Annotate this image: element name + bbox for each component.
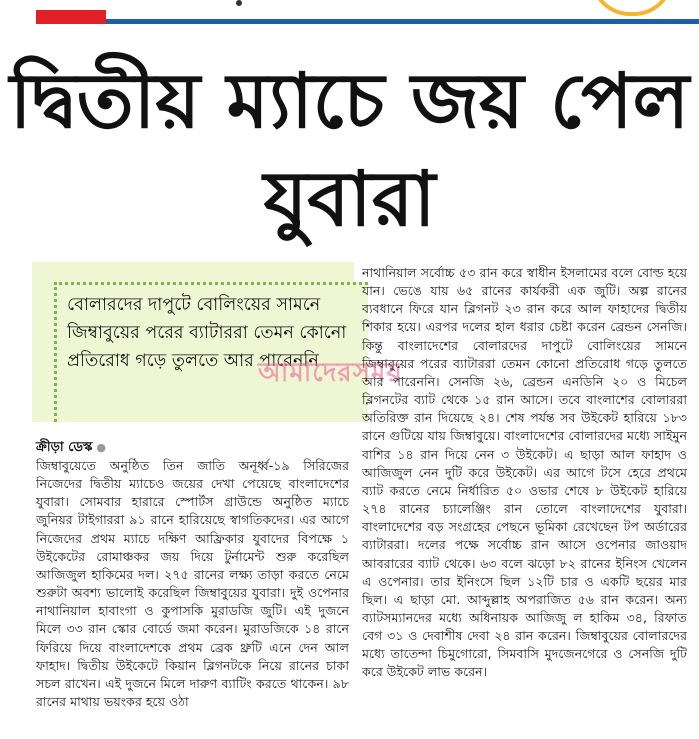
masthead-blue-rule xyxy=(106,19,699,24)
article-column-left: জিম্বাবুয়েতে অনুষ্ঠিত তিন জাতি অনূর্ধ্ব-১৯ সিরিজের নিজেদের দ্বিতীয় ম্যাচেও জয়ের দেখা পেয়েছে বাংলাদেশের যুবারা। সোমবার হারারে স্পোর্টস গ্রাউন্ডে অনুষ্ঠিত ম্যাচে জুনিয়র টাইগাররা ৯১ রানে হারিয়েছে স্বাগতিকদের। এর আগে নিজেদের প্রথম ম্যাচে দক্ষিণ আফ্রিকার যুবাদের বিপক্ষে ১ উইকেটের রোমাঞ্চকর জয় দিয়ে টুর্নামেন্ট শুরু করেছিল আজিজুল হাকিমের দল। ২৭৫ রানের লক্ষ্য তাড়া করতে নেমে শুরুটা অবশ্য ভালোই করেছিল জিম্বাবুয়ের যুবারা। দুই ওপেনার নাথানিয়াল হাবাংগা ও কুপাসকি মুরাডজি জুটি। এই দুজনে মিলে ৩৩ রান স্কোর বোর্ডে জমা করেন। মুরাডজিকে ১৪ রানে ফিরিয়ে দিয়ে বাংলাদেশকে প্রথম ব্রেক থ্রুটি এনে দেন আল ফাহাদ। দ্বিতীয় উইকেটে কিয়ান ব্লিগনটকে নিয়ে রানের চাকা সচল রাখেন। এই দুজনে মিলে দারুণ ব্যাটিং করতে থাকেন। ৯৮ রানের মাথায় ভয়ংকর হয়ে ওঠা xyxy=(36,458,349,710)
byline xyxy=(36,438,106,459)
pull-quote-box xyxy=(32,262,354,422)
masthead-dot xyxy=(236,0,242,6)
byline-text: ক্রীড়া ডেস্ক xyxy=(36,440,93,455)
watermark-logo: আমাদেরসময় xyxy=(258,358,403,388)
byline-dot-icon: ● xyxy=(96,441,106,454)
article-column-right: নাথানিয়াল সর্বোচ্চ ৫৩ রান করে স্বাধীন ইসলামের বলে বোল্ড হয়ে যান। ভেঙে যায় ৬৫ রানের কার্যকরী এক জুটি। অল্প রানের ব্যবধানে ফিরে যান ব্লিগনট ২৩ রান করে আল ফাহাদের দ্বিতীয় শিকার হয়ে। এরপর দলের হাল ধরার চেষ্টা করেন ব্রেন্ডন সেনজি। কিন্তু বাংলাদেশের বোলারদের দাপুটে বোলিংয়ের সামনে জিম্বাবুয়ের পরের ব্যাটাররা তেমন কোনো প্রতিরোধ গড়ে তুলতে আর পারেননি। সেনজি ২৬, ব্রেন্ডন এনডিনি ২০ ও মিচেল ব্লিগনটের ব্যাট থেকে ১৫ রান আসে। তবে বাংলাশের বোলাররা অতিরিক্ত রান দিয়েছে ২৪। শেষ পর্যন্ত সব উইকেট হারিয়ে ১৮৩ রানে গুটিয়ে যায় জিম্বাবুয়ে। বাংলাদেশের বোলারদের মধ্যে সাইমুন বাশির ১৪ রান দিয়ে নেন ৩ উইকেট। এ ছাড়া আল ফাহাদ ও আজিজুল নেন দুটি করে উইকেট। এর আগে টসে হেরে প্রথমে ব্যাট করতে নেমে নির্ধারিত ৫০ ওভার শেষে ৮ উইকেট হারিয়ে ২৭৪ রানের চ্যালেঞ্জিং রান তোলে বাংলাদেশের যুবারা। বাংলাদেশের বড় সংগ্রহের পেছনে ভূমিকা রেখেছেন টপ অর্ডারের ব্যাটাররা। দলের পক্ষে সর্বোচ্চ রান আসে ওপেনার জাওয়াদ আবরারের ব্যাট থেকে। ৬৩ বলে ঝড়ো ৮২ রানের ইনিংস খেলেন এ ওপেনার। তার ইনিংসে ছিল ১২টি চার ও একটি ছয়ের মার ছিল। এ ছাড়া মো. আব্দুল্লাহ অপরাজিত ৫৬ রান করেন। অন্য ব্যাটসম্যানদের মধ্যে অধিনায়ক আজিজু ল হাকিম ৩৪, রিফাত বেগ ৩১ ও দেবাশীষ দেবা ২৪ রান করেন। জিম্বাবুয়ের বোলারদের মধ্যে তাতেন্দা চিমুগোরো, সিমবাসি মুদজেনগেরে ও সেনজি দুটি করে উইকেট লাভ করেন। xyxy=(362,265,687,680)
masthead-red-block xyxy=(36,10,106,24)
logo-arc-icon xyxy=(590,0,674,16)
headline: দ্বিতীয় ম্যাচে জয় পেল যুবারা xyxy=(9,56,690,243)
pull-quote-text: বোলারদের দাপুটে বোলিংয়ের সামনে জিম্বাবুয়ের পরের ব্যাটাররা তেমন কোনো প্রতিরোধ গড়ে তুলতে আর পারেননি xyxy=(54,282,368,422)
